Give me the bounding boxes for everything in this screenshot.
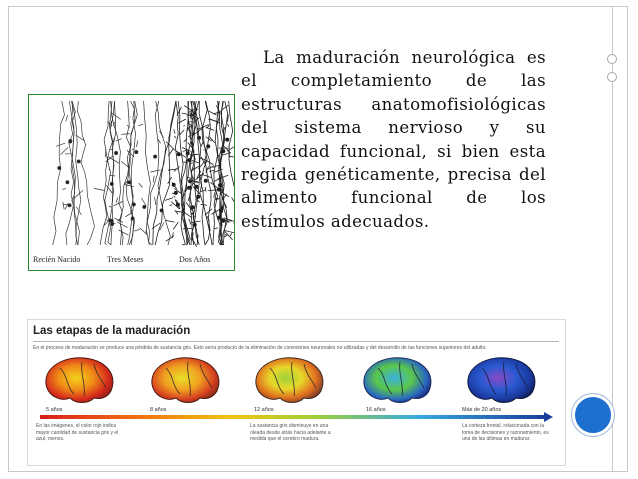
slide-paragraph (241, 46, 546, 233)
label-two-years: Dos Años (179, 255, 211, 264)
note-gray-matter: La sustancia gris disminuye en una oleada desde atrás hacia adelante a medida que el cerebro madura. (250, 423, 331, 443)
note-frontal-cortex: La corteza frontal, relacionada con la toma de decisiones y razonamiento, es una de las últimas en madurar. (462, 423, 549, 443)
panel-title: Las etapas de la maduración (33, 325, 191, 337)
brain-image-20 (462, 354, 540, 406)
brain-image-5 (40, 354, 118, 406)
gradient-arrow-icon (544, 412, 553, 422)
brain-image-8 (146, 354, 224, 406)
note-color-legend: En las imágenes, el color rojo indica mayor cantidad de sustancia gris y el azul, menos. (36, 423, 119, 443)
decorative-dot-top (607, 54, 617, 64)
paragraph-text: La maduración neurológica es el completamiento de las estructuras anatomofisiológicas del sistema nervioso y su capacidad funcional, si bien esta regida genéticamente, precisa del alimento funcional de los estímulos adecuados. (241, 48, 546, 231)
label-three-months: Tres Meses (107, 255, 144, 264)
age-label-5: 5 años (46, 407, 63, 413)
decorative-dot-blue (572, 394, 614, 436)
age-label-16: 16 años (366, 407, 386, 413)
age-label-20: Más de 20 años (462, 407, 502, 413)
brain-image-12 (250, 354, 328, 406)
label-newborn: Recién Nacido (33, 255, 81, 264)
maturation-gradient-bar (40, 415, 545, 419)
panel-intro: En el proceso de maduración se produce una pérdida de sustancia gris. Esto sería producto de la eliminación de conexiones neuronales no utilizadas y del desarrollo de las funciones superiores del adulto. (33, 345, 487, 351)
age-label-8: 8 años (150, 407, 167, 413)
neuron-drawing (29, 95, 234, 270)
age-label-12: 12 años (254, 407, 274, 413)
panel-rule (33, 341, 559, 342)
brain-image-16 (358, 354, 436, 406)
neuron-development-figure (28, 94, 235, 271)
maturation-stages-panel (27, 319, 566, 466)
decorative-dot-middle (607, 72, 617, 82)
